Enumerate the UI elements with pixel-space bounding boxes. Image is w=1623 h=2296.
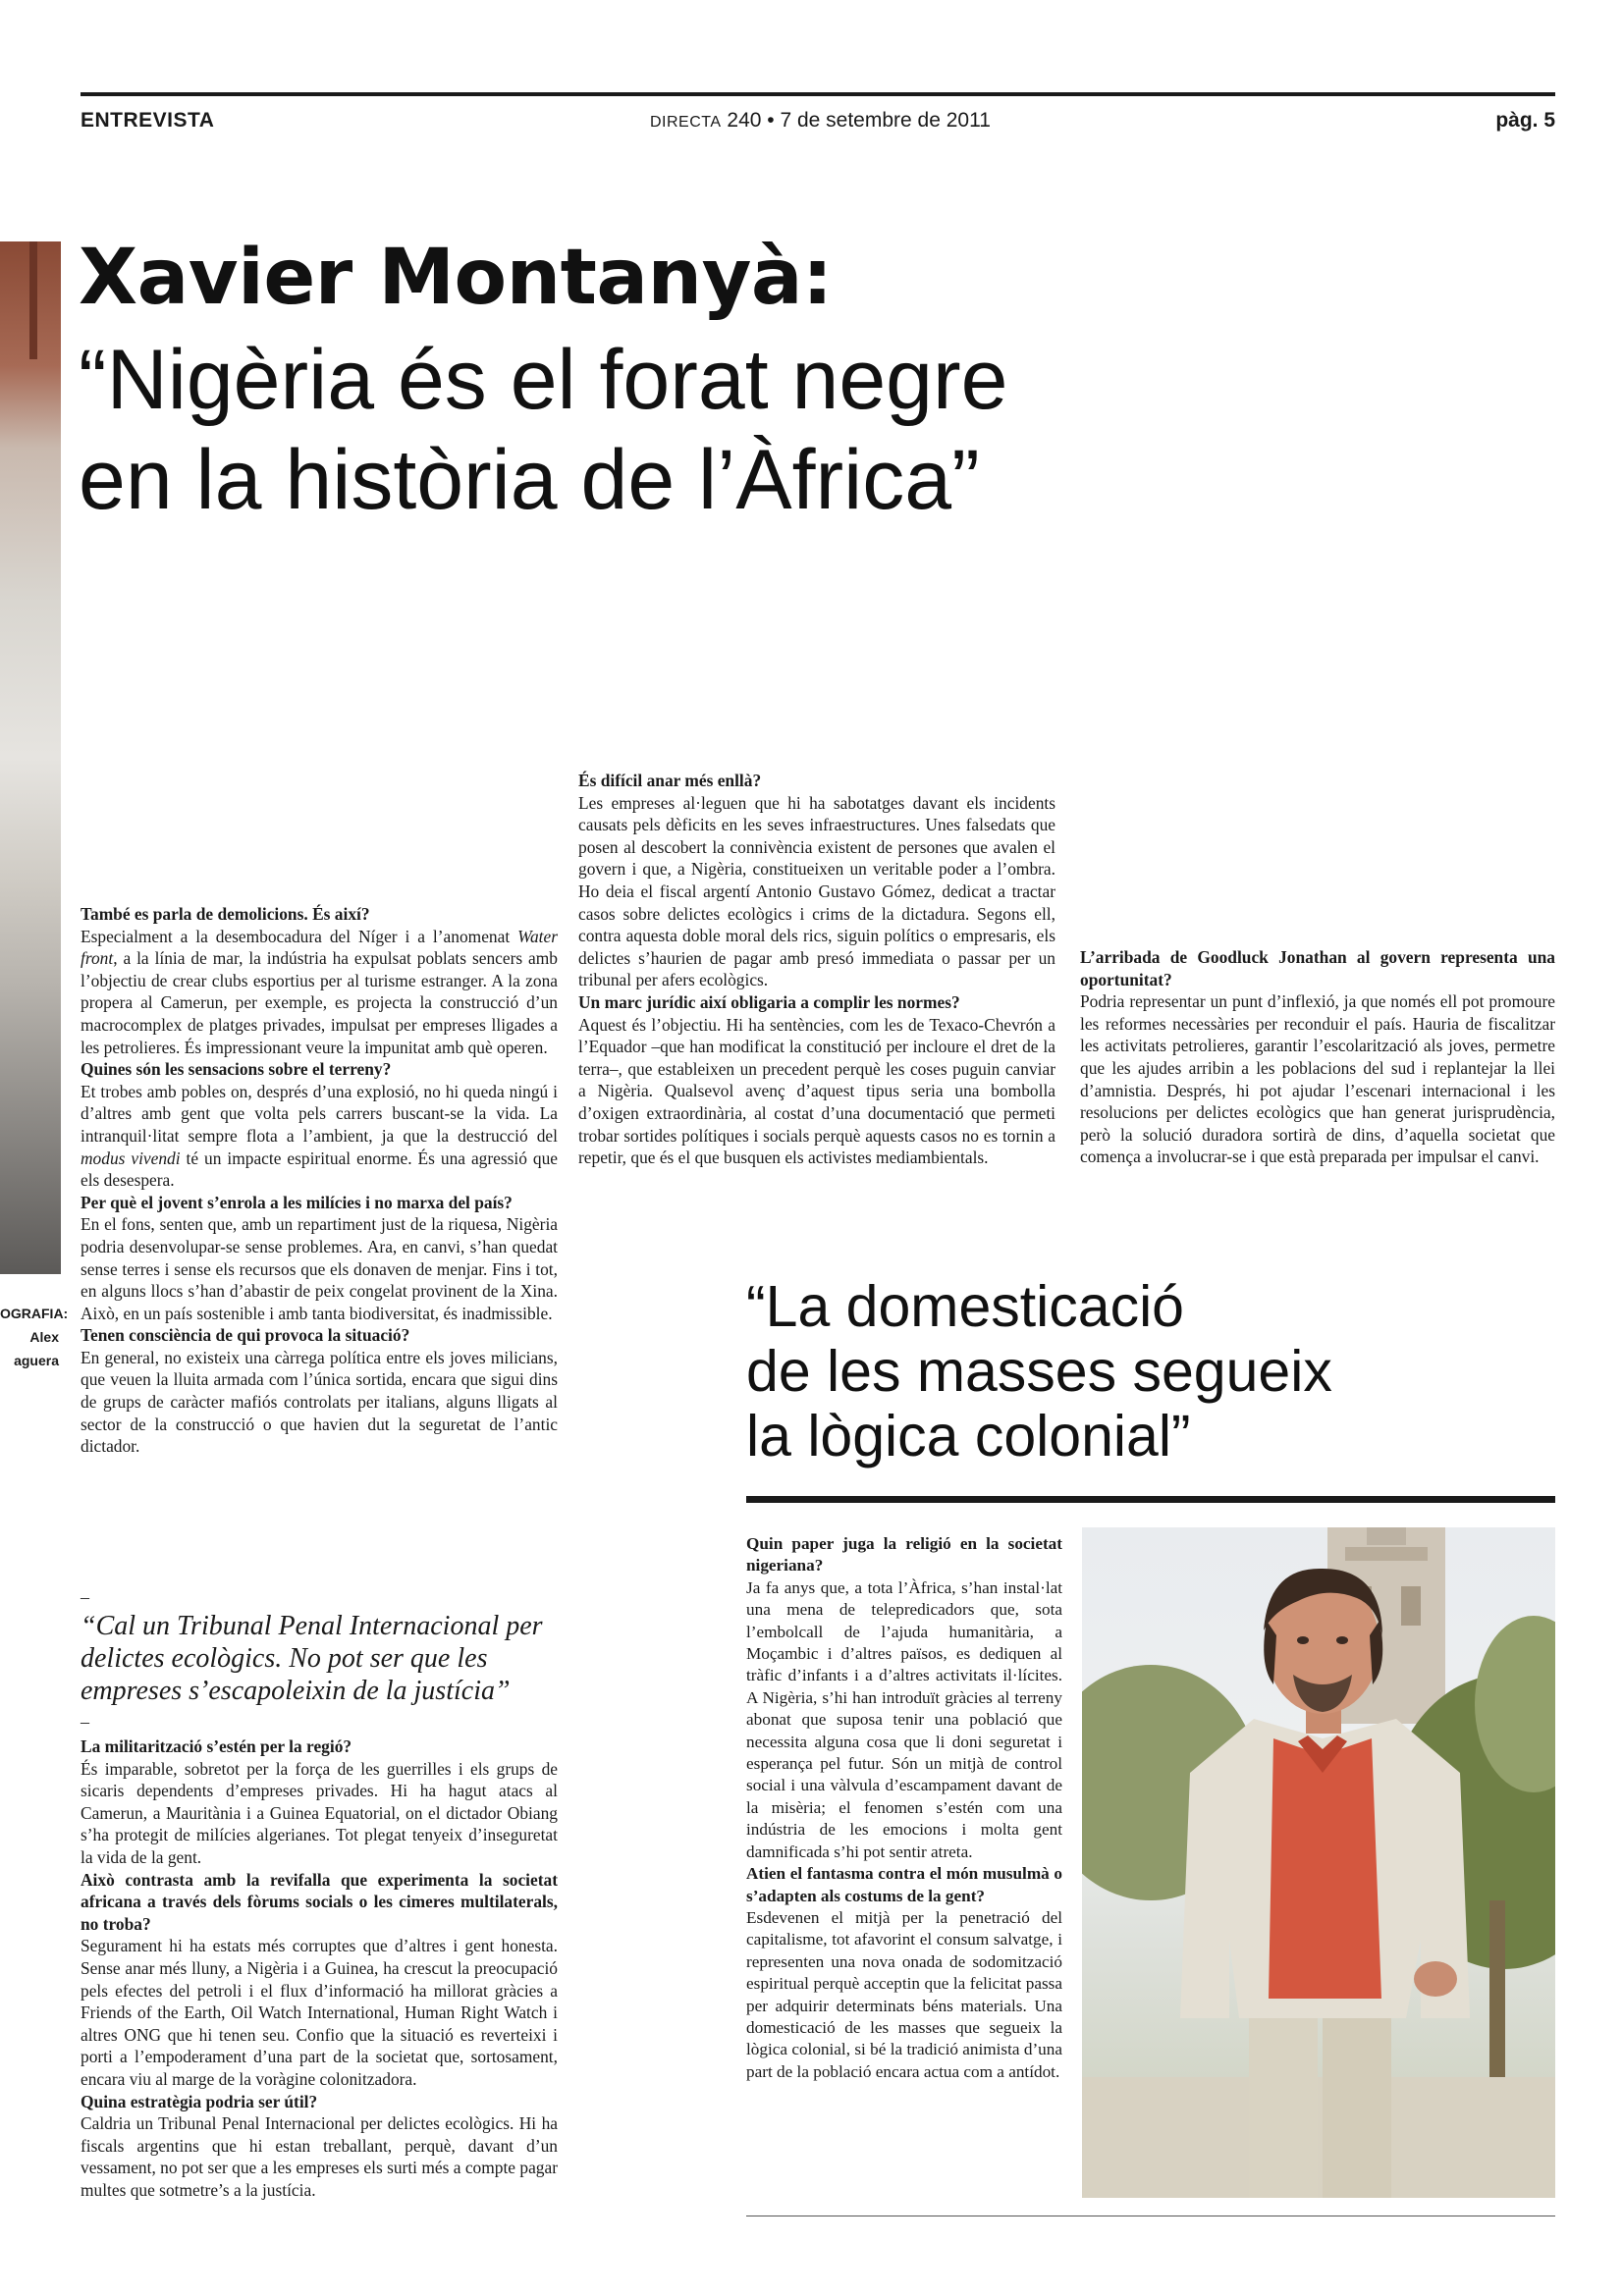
issue-date: 240 • 7 de setembre de 2011: [727, 109, 991, 132]
article-column-2: [578, 770, 1055, 1169]
issue-info: [650, 108, 991, 135]
question: Això contrasta amb la revifalla que experimenta la societat africana a través dels fòrums socials o les cimeres multilaterals, no troba?: [81, 1869, 558, 1934]
answer: Especialment a la desembocadura del Níger i a l’anomenat Water front, a la línia de mar, la indústria ha expulsat poblats sencers amb l’objectiu de crear clubs esportius per al turisme estranger. A la zona propera al Camerun, per exemple, es projecta la construcció d’un macrocomplex de platges privades, impulsat per empreses lligades a les petrolieres. És impressionant veure la impunitat amb què operen.: [81, 926, 558, 1057]
question: També es parla de demolicions. És així?: [81, 904, 370, 924]
headline-name: Xavier Montanyà:: [79, 234, 833, 322]
feature-quote-rule: [746, 1496, 1555, 1503]
photo-credit-label: OGRAFIA:: [0, 1306, 69, 1321]
feature-quote: [746, 1274, 1551, 1468]
feature-quote-line1: “La domesticació: [746, 1274, 1184, 1339]
article-column-3: [1080, 946, 1555, 1168]
headline-quote-line2: en la història de l’Àfrica”: [79, 433, 980, 527]
answer: Aquest és l’objectiu. Hi ha sentències, com les de Texaco-Chevrón a l’Equador –que han modificat la constitució per incloure el dret de la terra–, que estableixen un precedent perquè les coses puguin canviar a Nigèria. Qualsevol avenç d’aquest tipus seria una bombolla d’oxigen extraordinària, al costat d’una documentació que permeti trobar sortides polítiques i socials perquè aquests casos no es tornin a repetir, que és el que busquen els activistes mediambientals.: [578, 1014, 1055, 1168]
answer: Segurament hi ha estats més corruptes que d’altres i gent honesta. Sense anar més lluny, a Nigèria i a Guinea, ha crescut la preocupació pels efectes del petroli i el flux d’informació ha millorat gràcies a Friends of the Earth, Oil Watch International, Human Right Watch i altres ONG que hi tenen seu. Confio que la situació es reverteixi i porti a l’empoderament d’una part de la societat que, sortosament, encara viu al marge de la voràgine colonitzadora.: [81, 1936, 558, 2089]
answer: Podria representar un punt d’inflexió, ja que només ell pot promoure les reformes necessàries per reconduir el país. Hauria de fiscalitzar les activitats petrolieres, garantir l’escolarització als joves, permetre que les ajudes arribin a les poblacions del sud i replantejar la llei d’amnistia. Després, hi pot ajudar l’escenari internacional i les resolucions per delictes ecològics que han generat jurisprudència, però la solució duradora sortirà de dins, d’aquella societat que comença a involucrar-se i que està preparada per impulsar el canvi.: [1080, 991, 1555, 1167]
feature-quote-line2: de les masses segueix: [746, 1339, 1332, 1404]
headline-quote-line1: “Nigèria és el forat negre: [79, 333, 1008, 427]
question: Quina estratègia podria ser útil?: [81, 2091, 318, 2111]
page-number: pàg. 5: [1495, 109, 1555, 132]
header-rule: [81, 92, 1555, 96]
section-label: ENTREVISTA: [81, 109, 215, 132]
answer: En general, no existeix una càrrega política entre els joves milicians, que veuen la lluita armada com l’única sortida, encara que sigui dins de grups de caràcter mafiós controlats per italians, alguns lligats al sector de la construcció o que havien dut la seguretat de l’antic dictador.: [81, 1347, 558, 1457]
article-column-1: [81, 903, 558, 1458]
question: Atien el fantasma contra el món musulmà o s’adapten als costums de la gent?: [746, 1864, 1062, 1905]
interviewee-photo-illustration: [1082, 1527, 1555, 2198]
answer: Ja fa anys que, a tota l’Àfrica, s’han instal·lat una mena de telepredicadors que, sota l’embolcall de l’ajuda humanitària, a Moçambic i d’altres països, es dediquen al tràfic d’infants i a d’altres activitats il·lícites. A Nigèria, s’hi han introduït gràcies al terreny abonat que suposa tenir una població que necessita alguna cosa que li doni seguretat i esperança pel futur. Són un mitjà de control social i una vàlvula d’escampament davant de la misèria; el fenomen s’estén com una indústria de les emocions i molta gent damnificada s’hi pot sentir atreta.: [746, 1577, 1062, 1861]
answer: Et trobes amb pobles on, després d’una explosió, no hi queda ningú i d’altres amb gent que volta pels carrers buscant-se la vida. La intranquil·litat sempre flota a l’ambient, ja que la destrucció del modus vivendi té un impacte espiritual enorme. És una agressió que els desespera.: [81, 1081, 558, 1191]
article-column-1b: [81, 1735, 558, 2201]
interviewee-photo: [1082, 1527, 1555, 2198]
question: Per què el jovent s’enrola a les milícies i no marxa del país?: [81, 1192, 513, 1212]
headline-quote: [79, 330, 1355, 530]
pull-quote-text: “Cal un Tribunal Penal Internacional per delictes ecològics. No pot ser que les empreses s’escapoleixin de la justícia”: [81, 1611, 543, 1706]
article-column-4: [746, 1533, 1062, 2083]
publication-name: DIRECTA: [650, 114, 722, 131]
answer: És imparable, sobretot per la força de les guerrilles i els grups de sicaris dependents d’empreses privades. Hi ha hagut atacs al Camerun, a Mauritània i a Guinea Equatorial, on el dictador Obiang s’ha protegit de milícies algerianes. Tot plegat tenyeix d’inseguretat la vida de la gent.: [81, 1758, 558, 1867]
left-photo-crop: [0, 241, 61, 1274]
answer: Les empreses al·leguen que hi ha sabotatges davant els incidents causats pels dèficits en les seves infraestructures. Unes falsedats que posen al descobert la connivència existent de persones que avalen el govern i que, a Nigèria, constitueixen un veritable poder a l’ombra. Ho deia el fiscal argentí Antonio Gustavo Gómez, dedicat a tractar casos sobre delictes ecològics i crims de la dictadura. Segons ell, contra aquesta doble moral dels rics, siguin polítics o empresaris, els delictes s’haurien de pagar amb presó immediata o passar per un tribunal per afers ecològics.: [578, 792, 1055, 990]
question: És difícil anar més enllà?: [578, 771, 762, 790]
pull-quote: [81, 1588, 558, 1731]
question: Un marc jurídic així obligaria a complir les normes?: [578, 991, 960, 1012]
answer: Caldria un Tribunal Penal Internacional per delictes ecològics. Hi ha fiscals argentins que hi estan treballant, perquè, davant d’un vessament, no pot ser que a les empreses els surti més a compte pagar multes que sotmetre’s a la justícia.: [81, 2113, 558, 2200]
answer: Esdevenen el mitjà per la penetració del capitalisme, tot afavorint el consum salvatge, i representen una nova onada de sodomització espiritual perquè acceptin que la felicitat passa per adquirir determinats béns materials. Una domesticació de les masses que segueix la lògica colonial, si bé la tradició animista d’una part de la població encara actua com a antídot.: [746, 1907, 1062, 2081]
feature-quote-line3: la lògica colonial”: [746, 1404, 1191, 1468]
question: Quines són les sensacions sobre el terreny?: [81, 1059, 392, 1080]
pull-quote-dash-top: –: [81, 1587, 89, 1607]
question: L’arribada de Goodluck Jonathan al govern representa una oportunitat?: [1080, 947, 1555, 989]
question: Tenen consciència de qui provoca la situació?: [81, 1325, 410, 1346]
answer: En el fons, senten que, amb un repartiment just de la riquesa, Nigèria podria desenvolupar-se sense problemes. Ara, en canvi, s’han quedat sense terres i sense els recursos que els donaven de menjar. Fins i tot, en alguns llocs s’han d’abastir de peix congelat provinent de la Xina. Això, en un país sostenible i amb tanta biodiversitat, és inadmissible.: [81, 1214, 558, 1323]
question: La militarització s’estén per la regió?: [81, 1736, 352, 1756]
question: Quin paper juga la religió en la societat nigeriana?: [746, 1534, 1062, 1575]
photo-credit-name1: Alex: [29, 1329, 59, 1345]
photo-credit-name2: aguera: [14, 1353, 59, 1368]
pull-quote-dash-bottom: –: [81, 1712, 89, 1732]
